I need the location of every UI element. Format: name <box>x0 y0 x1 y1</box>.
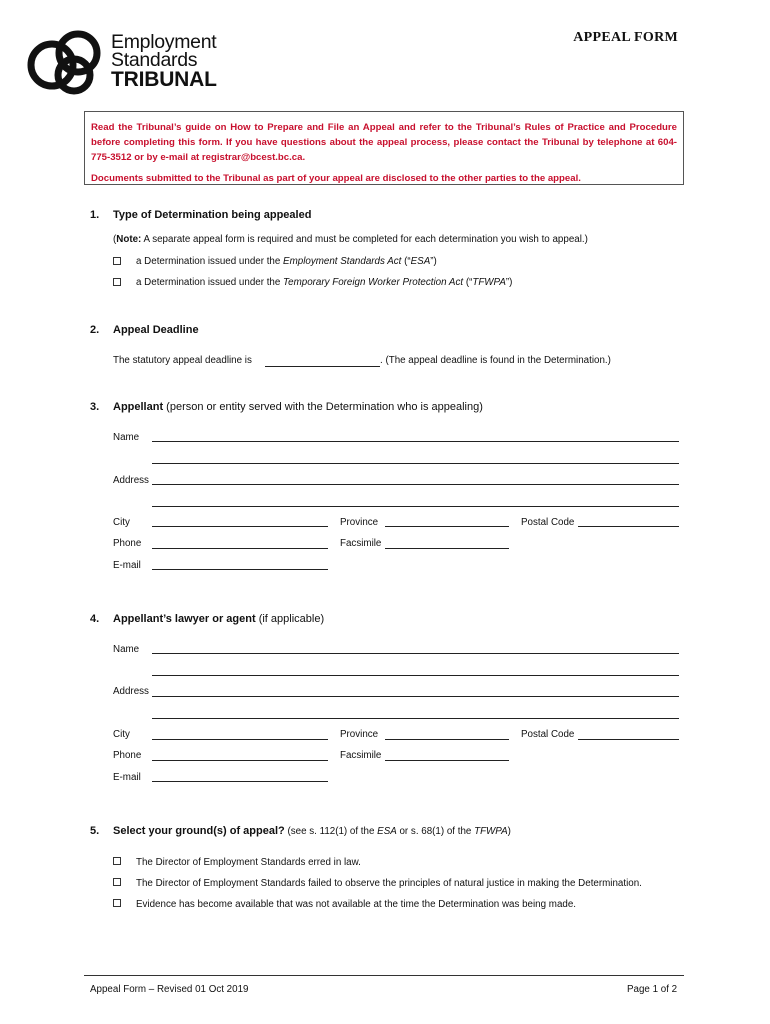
agent-city-field[interactable] <box>152 739 328 740</box>
tribunal-logo-icon <box>26 27 108 99</box>
appellant-name-field-2[interactable] <box>152 463 679 464</box>
section-3-title: Appellant (person or entity served with the Determination who is appealing) <box>113 401 483 413</box>
appellant-name-label: Name <box>113 432 140 443</box>
appellant-city-field[interactable] <box>152 526 328 527</box>
ground-erred-in-law-checkbox[interactable] <box>113 857 121 865</box>
agent-name-label: Name <box>113 644 140 655</box>
section-1-title: Type of Determination being appealed <box>113 209 312 221</box>
footer-page-number: Page 1 of 2 <box>627 984 678 995</box>
agent-fax-label: Facsimile <box>340 750 382 761</box>
appellant-email-field[interactable] <box>152 569 328 570</box>
agent-phone-field[interactable] <box>152 760 328 761</box>
ground-new-evidence-label: Evidence has become available that was not available at the time the Determination was being made. <box>136 899 577 910</box>
section-3-number: 3. <box>90 401 100 413</box>
section-1-number: 1. <box>90 209 100 221</box>
appellant-address-field[interactable] <box>152 484 679 485</box>
appellant-address-label: Address <box>113 475 149 486</box>
esa-checkbox[interactable] <box>113 257 121 265</box>
agent-postal-field[interactable] <box>578 739 679 740</box>
appellant-postal-label: Postal Code <box>521 517 575 528</box>
tfwpa-option-label: a Determination issued under the Temporary Foreign Worker Protection Act (“TFWPA”) <box>136 277 513 288</box>
appellant-phone-label: Phone <box>113 538 142 549</box>
agent-province-field[interactable] <box>385 739 509 740</box>
notice-box <box>84 111 684 185</box>
agent-fax-field[interactable] <box>385 760 509 761</box>
section-1-note: (Note: A separate appeal form is required and must be completed for each determination you wish to appeal.) <box>113 234 588 245</box>
logo-line-1: Employment <box>111 31 217 53</box>
agent-postal-label: Postal Code <box>521 729 575 740</box>
logo-line-2: Standards <box>111 48 198 71</box>
appellant-phone-field[interactable] <box>152 548 328 549</box>
section-5-title: Select your ground(s) of appeal? (see s. 112(1) of the ESA or s. 68(1) of the TFWPA) <box>113 825 511 837</box>
ground-erred-in-law-label: The Director of Employment Standards erred in law. <box>136 857 361 868</box>
tfwpa-checkbox[interactable] <box>113 278 121 286</box>
section-2-title: Appeal Deadline <box>113 324 199 336</box>
section-4-number: 4. <box>90 613 100 625</box>
agent-address-label: Address <box>113 686 149 697</box>
form-title: APPEAL FORM <box>573 30 678 45</box>
agent-email-field[interactable] <box>152 781 328 782</box>
appellant-fax-field[interactable] <box>385 548 509 549</box>
notice-text-1: Read the Tribunal’s guide on How to Prepare and File an Appeal and refer to the Tribunal’s Rules of Practice and Procedure before completing this form. If you have questions about the appeal process, please contact the Tribunal by telephone at 604-775-3512 or by e-mail at registrar@bcest.bc.ca. <box>91 122 677 163</box>
deadline-suffix: . (The appeal deadline is found in the Determination.) <box>380 355 611 366</box>
appellant-province-field[interactable] <box>385 526 509 527</box>
appellant-province-label: Province <box>340 517 379 528</box>
agent-name-field[interactable] <box>152 653 679 654</box>
logo-line-3: TRIBUNAL <box>111 68 217 91</box>
appellant-city-label: City <box>113 517 130 528</box>
agent-address-field[interactable] <box>152 696 679 697</box>
deadline-field[interactable] <box>265 366 380 367</box>
agent-phone-label: Phone <box>113 750 142 761</box>
logo-wordmark <box>111 33 217 90</box>
ground-natural-justice-label: The Director of Employment Standards failed to observe the principles of natural justice in making the Determination. <box>136 878 642 889</box>
agent-province-label: Province <box>340 729 379 740</box>
appellant-fax-label: Facsimile <box>340 538 382 549</box>
footer-revision: Appeal Form – Revised 01 Oct 2019 <box>90 984 249 995</box>
deadline-prefix: The statutory appeal deadline is <box>113 355 252 366</box>
ground-natural-justice-checkbox[interactable] <box>113 878 121 886</box>
agent-name-field-2[interactable] <box>152 675 679 676</box>
section-5-number: 5. <box>90 825 100 837</box>
ground-new-evidence-checkbox[interactable] <box>113 899 121 907</box>
section-2-number: 2. <box>90 324 100 336</box>
notice-text-2: Documents submitted to the Tribunal as part of your appeal are disclosed to the other parties to the appeal. <box>91 173 581 184</box>
appellant-postal-field[interactable] <box>578 526 679 527</box>
section-4-title: Appellant’s lawyer or agent (if applicable) <box>113 613 325 625</box>
appellant-name-field[interactable] <box>152 441 679 442</box>
agent-city-label: City <box>113 729 130 740</box>
agent-address-field-2[interactable] <box>152 718 679 719</box>
esa-option-label: a Determination issued under the Employment Standards Act (“ESA”) <box>136 256 437 267</box>
footer-divider <box>84 975 684 976</box>
appellant-email-label: E-mail <box>113 560 141 571</box>
agent-email-label: E-mail <box>113 772 141 783</box>
appellant-address-field-2[interactable] <box>152 506 679 507</box>
